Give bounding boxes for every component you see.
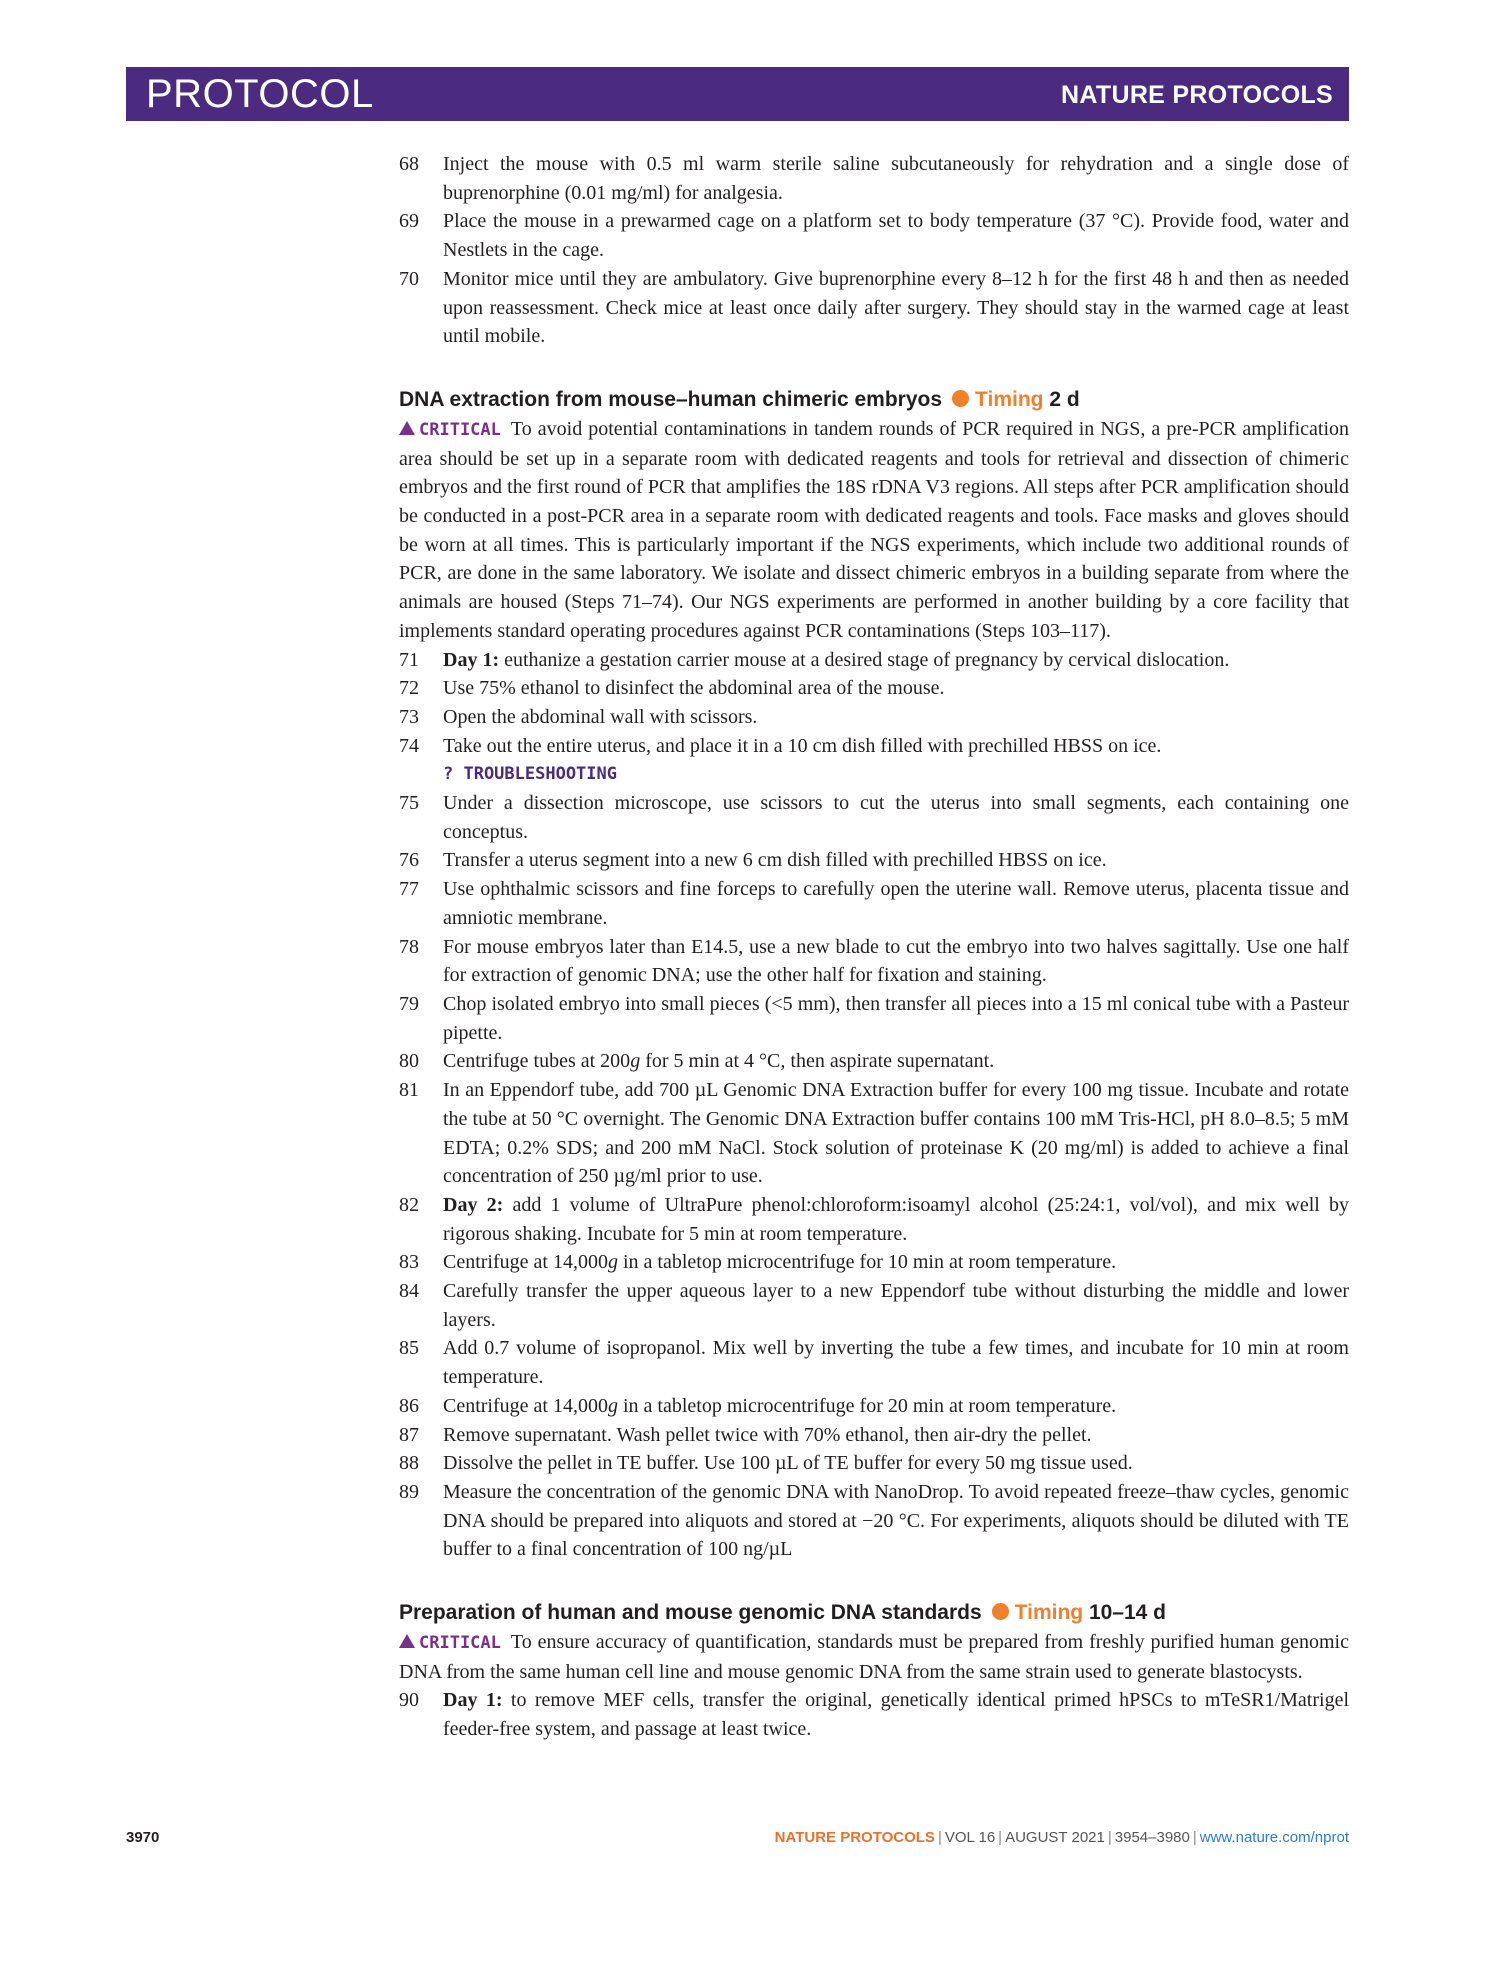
step-item [399,846,1349,875]
critical-tag [399,1633,501,1653]
step-item [399,646,1349,675]
step-number: 74 [399,734,419,757]
step-text: Use ophthalmic scissors and fine forceps to carefully open the uterine wall. Remove uterus, placenta tissue and amniotic membrane. [443,878,1349,929]
step-text: Use 75% ethanol to disinfect the abdominal area of the mouse. [443,677,945,700]
step-item [399,1248,1349,1277]
step-item [399,1334,1349,1391]
step-item [399,703,1349,732]
steps-list-c [399,1686,1349,1743]
page-number: 3970 [126,1829,160,1846]
main-content [399,150,1349,1744]
step-text: Carefully transfer the upper aqueous layer to a new Eppendorf tube without disturbing the middle and lower layers. [443,1280,1349,1331]
step-number: 68 [399,153,419,175]
troubleshooting-link[interactable]: ? TROUBLESHOOTING [443,764,617,785]
critical-triangle-icon [399,421,415,435]
step-number: 84 [399,1280,419,1303]
step-item [399,1686,1349,1743]
steps-list-b [399,646,1349,1565]
step-number: 83 [399,1251,419,1274]
critical-triangle-icon [399,1634,415,1648]
header-bar [126,67,1349,121]
footer-pages: 3954–3980 [1114,1829,1190,1846]
step-item [399,1047,1349,1076]
step-item [399,1449,1349,1478]
critical-label: CRITICAL [419,419,501,440]
timing-label: Timing [1014,1601,1084,1625]
section-title-text: DNA extraction from mouse–human chimeric embryos [399,387,943,411]
step-text: Measure the concentration of the genomic DNA with NanoDrop. To avoid repeated freeze–thaw cycles, genomic DNA should be prepared into aliquots and stored at −20 °C. For experiments, aliquots should be diluted with TE buffer to a final concentration of 100 ng/µL [443,1480,1349,1561]
step-number: 79 [399,992,419,1015]
critical-note [399,415,1349,646]
step-number: 71 [399,648,419,671]
step-text: Centrifuge tubes at 200g for 5 min at 4 °C, then aspirate supernatant. [443,1050,995,1073]
step-item [399,1191,1349,1248]
step-text: Add 0.7 volume of isopropanol. Mix well by inverting the tube a few times, and incubate for 10 min at room temperature. [443,1337,1349,1389]
critical-note [399,1628,1349,1686]
step-number: 90 [399,1689,419,1712]
section-title-text: Preparation of human and mouse genomic DNA standards [399,1601,982,1625]
step-item [399,150,1349,207]
step-text: Centrifuge at 14,000g in a tabletop microcentrifuge for 20 min at room temperature. [443,1394,1117,1417]
step-number: 87 [399,1423,419,1446]
step-text: Dissolve the pellet in TE buffer. Use 100 µL of TE buffer for every 50 mg tissue used. [443,1452,1133,1475]
step-item [399,265,1349,351]
footer-citation: NATURE PROTOCOLS | VOL 16 | AUGUST 2021 | 3954–3980 | www.nature.com/nprot [774,1829,1349,1846]
step-item [399,1478,1349,1564]
step-number: 73 [399,705,419,728]
step-item [399,990,1349,1047]
step-number: 82 [399,1193,419,1216]
step-item [399,1076,1349,1191]
step-number: 80 [399,1050,419,1073]
step-text: Remove supernatant. Wash pellet twice with 70% ethanol, then air-dry the pellet. [443,1423,1092,1446]
step-text: Centrifuge at 14,000g in a tabletop microcentrifuge for 10 min at room temperature. [443,1251,1117,1274]
step-text: In an Eppendorf tube, add 700 µL Genomic DNA Extraction buffer for every 100 mg tissue. Incubate and rotate the tube at 50 °C overnight. The Genomic DNA Extraction buffer contains 100 mM Tris-HCl, pH 8.0–8.5; 5 mM EDTA; 0.2% SDS; and 200 mM NaCl. Stock solution of proteinase K (20 mg/ml) is added to achieve a final concentration of 250 µg/ml prior to use. [443,1079,1349,1188]
footer-date: AUGUST 2021 [1005,1829,1105,1846]
step-text: Place the mouse in a prewarmed cage on a platform set to body temperature (37 °C). Provide food, water and Nestlets in the cage. [443,210,1349,262]
critical-label: CRITICAL [419,1633,501,1654]
step-text: Day 1: euthanize a gestation carrier mouse at a desired stage of pregnancy by cervical dislocation. [443,648,1230,671]
step-number: 76 [399,849,419,872]
critical-text: To avoid potential contaminations in tandem rounds of PCR required in NGS, a pre-PCR amplification area should be set up in a separate room with dedicated reagents and tools for retrieval and dissection of chimeric embryos and the first round of PCR that amplifies the 18S rDNA V3 regions. All steps after PCR amplification should be conducted in a post-PCR area in a separate room with dedicated reagents and tools. Face masks and gloves should be worn at all times. This is particularly important if the NGS experiments, which include two additional rounds of PCR, are done in the same laboratory. We isolate and dissect chimeric embryos in a building separate from where the animals are housed (Steps 71–74). Our NGS experiments are performed in another building by a core facility that implements standard operating procedures against PCR contaminations (Steps 103–117). [399,417,1349,642]
step-item [399,732,1349,789]
step-text: Day 2: add 1 volume of UltraPure phenol:chloroform:isoamyl alcohol (25:24:1, vol/vol), and mix well by rigorous shaking. Incubate for 5 min at room temperature. [443,1193,1349,1245]
step-item [399,789,1349,846]
journal-name-header: NATURE PROTOCOLS [1061,81,1333,109]
step-text: Chop isolated embryo into small pieces (<5 mm), then transfer all pieces into a 15 ml conical tube with a Pasteur pipette. [443,992,1349,1044]
step-item [399,674,1349,703]
step-number: 78 [399,935,419,958]
step-number: 77 [399,878,419,901]
step-text: Under a dissection microscope, use scissors to cut the uterus into small segments, each containing one conceptus. [443,792,1349,843]
step-item [399,1421,1349,1450]
step-number: 70 [399,267,419,290]
step-number: 81 [399,1079,419,1102]
timing-value: 2 d [1049,387,1080,411]
step-number: 75 [399,792,419,815]
section-title-dna-standards [399,1598,1349,1628]
step-number: 69 [399,210,419,233]
step-text: Transfer a uterus segment into a new 6 cm dish filled with prechilled HBSS on ice. [443,849,1107,872]
step-text: For mouse embryos later than E14.5, use a new blade to cut the embryo into two halves sagittally. Use one half for extraction of genomic DNA; use the other half for fixation and staining. [443,935,1349,987]
footer-url-link[interactable]: www.nature.com/nprot [1199,1829,1349,1846]
step-item [399,933,1349,990]
critical-tag [399,420,501,440]
step-number: 86 [399,1394,419,1417]
timing-value: 10–14 d [1088,1601,1167,1625]
timing-label: Timing [975,387,1044,411]
footer-journal: NATURE PROTOCOLS [774,1829,935,1846]
page-footer [126,1829,1349,1853]
step-text: Monitor mice until they are ambulatory. Give buprenorphine every 8–12 h for the first 48 h and then as needed upon reassessment. Check mice at least once daily after surgery. They should stay in the warmed cage at least until mobile. [443,267,1349,348]
step-text: Inject the mouse with 0.5 ml warm sterile saline subcutaneously for rehydration and a single dose of buprenorphine (0.01 mg/ml) for analgesia. [443,153,1349,204]
step-item [399,1277,1349,1334]
step-item [399,207,1349,264]
step-number: 89 [399,1480,419,1503]
step-text: Take out the entire uterus, and place it in a 10 cm dish filled with prechilled HBSS on ice. [443,734,1162,757]
steps-list-a [399,150,1349,351]
step-number: 72 [399,677,419,700]
critical-text: To ensure accuracy of quantification, standards must be prepared from freshly purified human genomic DNA from the same human cell line and mouse genomic DNA from the same strain used to generate blastocysts. [399,1631,1349,1683]
step-item [399,875,1349,932]
timing-dot-icon [992,1603,1009,1620]
step-number: 88 [399,1452,419,1475]
step-item [399,1392,1349,1421]
step-text: Open the abdominal wall with scissors. [443,705,758,728]
step-text: Day 1: to remove MEF cells, transfer the original, genetically identical primed hPSCs to mTeSR1/Matrigel feeder-free system, and passage at least twice. [443,1689,1350,1741]
timing-dot-icon [952,390,969,407]
step-number: 85 [399,1337,419,1360]
article-type-label: PROTOCOL [146,72,374,116]
footer-volume: VOL 16 [944,1829,996,1846]
section-title-dna-extraction [399,385,1349,415]
